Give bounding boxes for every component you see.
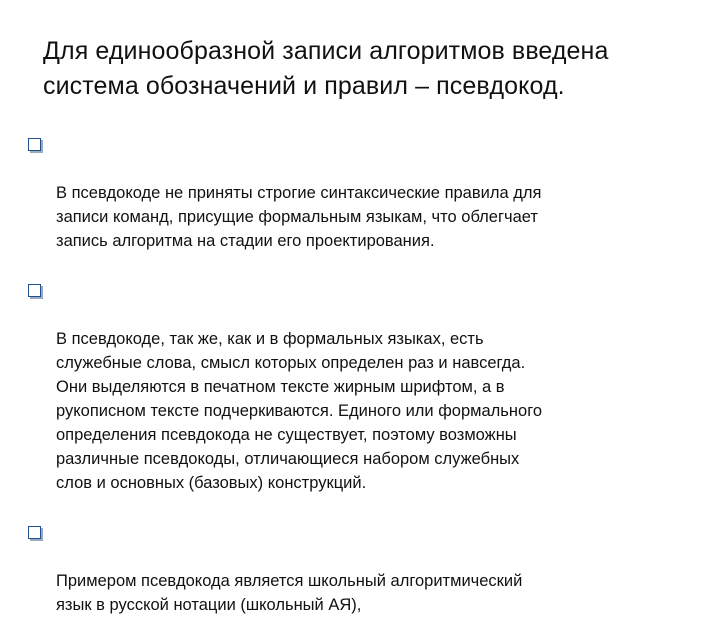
- bullet-text: В псевдокоде, так же, как и в формальных языках, есть служебные слова, смысл которых определен раз и навсегда. Они выделяются в печатном тексте жирным шрифтом, а в рукописном тексте подчеркиваются. Единого или формального определения псевдокода не существует, поэтому возможны различные псевдокоды, отличающиеся набором служебных слов и основных (базовых) конструкций.: [56, 330, 543, 492]
- bullet-text: Примером псевдокода является школьный алгоритмический язык в русской нотации (школьный АЯ),: [56, 572, 523, 614]
- bullet-text: В псевдокоде не приняты строгие синтаксические правила для записи команд, присущие формальным языкам, что облегчает запись алгоритма на стадии его проектирования.: [56, 184, 542, 250]
- bullet-item: [28, 133, 688, 253]
- slide-title: Для единообразной записи алгоритмов введена система обозначений и правил – псевдокод.: [43, 37, 609, 100]
- checkbox-bullet-icon: [28, 138, 41, 151]
- checkbox-bullet-icon: [28, 526, 41, 539]
- bullet-item: [28, 521, 688, 617]
- checkbox-bullet-icon: [28, 284, 41, 297]
- bullet-item: [28, 279, 688, 495]
- bullet-list: [28, 133, 688, 643]
